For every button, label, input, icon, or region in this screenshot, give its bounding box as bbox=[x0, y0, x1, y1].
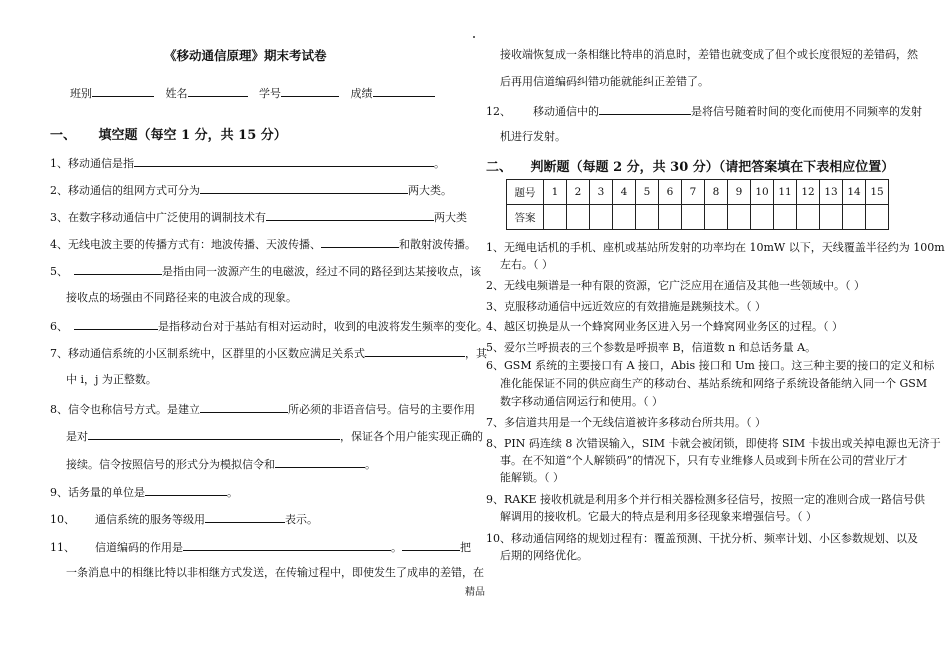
id-field[interactable] bbox=[281, 85, 339, 97]
judge-8-line1: 8、PIN 码连续 8 次错误输入，SIM 卡就会被闭锁，即使将 SIM 卡拔出或关掉电源也无济于 bbox=[486, 437, 941, 450]
section2-heading bbox=[486, 156, 894, 175]
judge-10-line2: 后期的网络优化。 bbox=[500, 549, 588, 562]
q3-number: 3、 bbox=[50, 211, 68, 224]
judge-4: 4、越区切换是从一个蜂窝网业务区进入另一个蜂窝网业务区的过程。（ ） bbox=[486, 320, 843, 333]
answer-cell-12[interactable] bbox=[797, 205, 820, 230]
q8-blank-3[interactable] bbox=[275, 456, 365, 468]
score-field[interactable] bbox=[373, 85, 435, 97]
qnum-1: 1 bbox=[544, 180, 567, 205]
footer-text: 精品 bbox=[465, 587, 485, 598]
q7-number: 7、 bbox=[50, 347, 68, 360]
fill-question-12 bbox=[486, 103, 922, 119]
answer-cell-5[interactable] bbox=[636, 205, 659, 230]
q12-number: 12、 bbox=[486, 105, 511, 118]
q3-end: 两大类 bbox=[434, 211, 467, 224]
judge-6-line1: 6、GSM 系统的主要接口有 A 接口，Abis 接口和 Um 接口。这三种主要的接口的定义和标 bbox=[486, 359, 935, 372]
answer-cell-8[interactable] bbox=[705, 205, 728, 230]
q12-blank[interactable] bbox=[599, 103, 691, 115]
fill-question-7 bbox=[50, 345, 487, 361]
qnum-11: 11 bbox=[774, 180, 797, 205]
q8-text-2: 所必须的非语音信号。信号的主要作用 bbox=[288, 403, 475, 416]
qnum-14: 14 bbox=[843, 180, 866, 205]
q2-blank[interactable] bbox=[200, 182, 408, 194]
q7-blank[interactable] bbox=[365, 345, 465, 357]
fill-question-2 bbox=[50, 182, 452, 198]
qnum-8: 8 bbox=[705, 180, 728, 205]
q1-text: 移动通信是指 bbox=[68, 157, 134, 170]
fill-question-10 bbox=[50, 511, 318, 527]
answer-cell-15[interactable] bbox=[866, 205, 889, 230]
judge-9-line1: 9、RAKE 接收机就是利用多个并行相关器检测多径信号，按照一定的准则合成一路信号供 bbox=[486, 493, 925, 506]
score-label: 成绩 bbox=[350, 87, 373, 100]
class-label: 班别 bbox=[70, 87, 92, 100]
fill-question-12-cont: 机进行发射。 bbox=[500, 130, 566, 143]
q5-blank[interactable] bbox=[74, 263, 162, 275]
q6-text: 是指移动台对于基站有相对运动时，收到的电波将发生频率的变化。 bbox=[158, 320, 488, 333]
name-field[interactable] bbox=[188, 85, 248, 97]
fill-question-6 bbox=[50, 318, 488, 334]
judge-8-line3: 能解锁。（ ） bbox=[500, 471, 564, 484]
fill-question-8 bbox=[50, 401, 475, 417]
answer-label: 答案 bbox=[507, 205, 544, 230]
answer-cell-10[interactable] bbox=[751, 205, 774, 230]
q11-blank-1[interactable] bbox=[183, 539, 391, 551]
answer-table-answer-row bbox=[507, 205, 889, 230]
section2-title: 判断题（每题 2 分，共 30 分）（请把答案填在下表相应位置） bbox=[530, 160, 895, 175]
answer-cell-1[interactable] bbox=[544, 205, 567, 230]
name-label: 姓名 bbox=[165, 87, 188, 100]
id-label: 学号 bbox=[259, 87, 281, 100]
fill-question-11-line3: 接收端恢复成一条相继比特串的消息时，差错也就变成了但个或长度很短的差错码，然 bbox=[500, 48, 918, 61]
q9-blank[interactable] bbox=[145, 484, 227, 496]
q10-end: 表示。 bbox=[285, 513, 318, 526]
judge-10-line1: 10、移动通信网络的规划过程有：覆盖预测、干扰分析、频率计划、小区参数规划、以及 bbox=[486, 532, 918, 545]
q9-end: 。 bbox=[227, 486, 238, 499]
judge-9-line2: 解调用的接收机。它最大的特点是利用多径现象来增强信号。（ ） bbox=[500, 510, 817, 523]
qnum-12: 12 bbox=[797, 180, 820, 205]
q5-text: 是指由同一波源产生的电磁波，经过不同的路径到达某接收点，该 bbox=[162, 265, 481, 278]
answer-cell-14[interactable] bbox=[843, 205, 866, 230]
q10-number: 10、 bbox=[50, 513, 75, 526]
q7-end: ，其 bbox=[465, 347, 487, 360]
q11-text-2: 。 bbox=[391, 541, 402, 554]
q3-text: 在数字移动通信中广泛使用的调制技术有 bbox=[68, 211, 266, 224]
qnum-6: 6 bbox=[659, 180, 682, 205]
section1-title: 填空题（每空 1 分，共 15 分） bbox=[98, 128, 287, 143]
fill-question-5 bbox=[50, 263, 481, 279]
q1-end: 。 bbox=[434, 157, 445, 170]
fill-question-8-line3 bbox=[66, 456, 376, 472]
q11-number: 11、 bbox=[50, 541, 75, 554]
answer-cell-6[interactable] bbox=[659, 205, 682, 230]
q1-number: 1、 bbox=[50, 157, 68, 170]
q4-text: 无线电波主要的传播方式有：地波传播、天波传播、 bbox=[68, 238, 321, 251]
judge-1-line2: 左右。（ ） bbox=[500, 258, 553, 271]
q9-number: 9、 bbox=[50, 486, 68, 499]
q2-end: 两大类。 bbox=[408, 184, 452, 197]
stray-dot bbox=[473, 36, 475, 38]
judge-8-line2: 事。在不知道“个人解锁码”的情况下，只有专业维修人员或到卡所在公司的营业厅才 bbox=[500, 454, 908, 467]
q8-end: 。 bbox=[365, 458, 376, 471]
answer-cell-2[interactable] bbox=[567, 205, 590, 230]
judge-3: 3、克服移动通信中远近效应的有效措施是跳频技术。（ ） bbox=[486, 300, 766, 313]
fill-question-1 bbox=[50, 155, 445, 171]
q2-number: 2、 bbox=[50, 184, 68, 197]
fill-question-8-line2 bbox=[66, 428, 483, 444]
answer-cell-3[interactable] bbox=[590, 205, 613, 230]
section1-heading bbox=[50, 124, 287, 143]
q8-text-4: ，保证各个用户能实现正确的 bbox=[340, 430, 483, 443]
q4-blank[interactable] bbox=[321, 236, 399, 248]
section1-number: 一、 bbox=[50, 128, 77, 143]
fill-question-7-cont: 中 i，j 为正整数。 bbox=[66, 373, 157, 386]
section2-number: 二、 bbox=[486, 160, 513, 175]
fill-question-3 bbox=[50, 209, 467, 225]
q11-blank-2[interactable] bbox=[402, 539, 460, 551]
q1-blank[interactable] bbox=[134, 155, 434, 167]
fill-question-11-line2: 一条消息中的相继比特以非相继方式发送，在传输过程中，即使发生了成串的差错，在 bbox=[66, 566, 484, 579]
q2-text: 移动通信的组网方式可分为 bbox=[68, 184, 200, 197]
q12-text: 移动通信中的 bbox=[533, 105, 599, 118]
qnum-7: 7 bbox=[682, 180, 705, 205]
q5-number: 5、 bbox=[50, 265, 68, 278]
q4-number: 4、 bbox=[50, 238, 68, 251]
q8-text-3: 是对 bbox=[66, 430, 88, 443]
q4-end: 和散射波传播。 bbox=[399, 238, 476, 251]
qnum-4: 4 bbox=[613, 180, 636, 205]
q8-number: 8、 bbox=[50, 403, 68, 416]
answer-table-header-row bbox=[507, 180, 889, 205]
exam-title: 《移动通信原理》期末考试卷 bbox=[164, 48, 327, 63]
answer-table bbox=[506, 179, 889, 230]
judge-5: 5、爱尔兰呼损表的三个参数是呼损率 B，信道数 n 和总话务量 A。 bbox=[486, 341, 817, 354]
student-info-row bbox=[70, 85, 435, 101]
judge-1-line1: 1、无绳电话机的手机、座机或基站所发射的功率均在 10mW 以下，天线覆盖半径约为 100m bbox=[486, 241, 945, 254]
answer-cell-4[interactable] bbox=[613, 205, 636, 230]
q6-blank[interactable] bbox=[74, 318, 158, 330]
qnum-9: 9 bbox=[728, 180, 751, 205]
q3-blank[interactable] bbox=[266, 209, 434, 221]
qnum-2: 2 bbox=[567, 180, 590, 205]
q10-text: 通信系统的服务等级用 bbox=[95, 513, 205, 526]
answer-cell-13[interactable] bbox=[820, 205, 843, 230]
qnum-3: 3 bbox=[590, 180, 613, 205]
answer-cell-7[interactable] bbox=[682, 205, 705, 230]
answer-cell-11[interactable] bbox=[774, 205, 797, 230]
q11-text-3: 把 bbox=[460, 541, 471, 554]
qnum-15: 15 bbox=[866, 180, 889, 205]
qnum-13: 13 bbox=[820, 180, 843, 205]
q11-text: 信道编码的作用是 bbox=[95, 541, 183, 554]
q10-blank[interactable] bbox=[205, 511, 285, 523]
fill-question-11 bbox=[50, 539, 471, 555]
class-field[interactable] bbox=[92, 85, 154, 97]
question-number-label: 题号 bbox=[507, 180, 544, 205]
qnum-10: 10 bbox=[751, 180, 774, 205]
judge-2: 2、无线电频谱是一种有限的资源，它广泛应用在通信及其他一些领域中。（ ） bbox=[486, 279, 865, 292]
q8-text-5: 接续。信令按照信号的形式分为模拟信令和 bbox=[66, 458, 275, 471]
q8-blank-1[interactable] bbox=[200, 401, 288, 413]
judge-7: 7、多信道共用是一个无线信道被许多移动台所共用。（ ） bbox=[486, 416, 766, 429]
qnum-5: 5 bbox=[636, 180, 659, 205]
judge-6-line3: 数字移动通信网运行和使用。（ ） bbox=[500, 395, 663, 408]
fill-question-9 bbox=[50, 484, 238, 500]
judge-6-line2: 准化能保证不同的供应商生产的移动台、基站系统和网络子系统设备能纳入同一个 GSM bbox=[500, 377, 928, 390]
q12-text-2: 是将信号随着时间的变化而使用不同频率的发射 bbox=[691, 105, 922, 118]
fill-question-5-cont: 接收点的场强由不同路径来的电波合成的现象。 bbox=[66, 291, 297, 304]
answer-cell-9[interactable] bbox=[728, 205, 751, 230]
q6-number: 6、 bbox=[50, 320, 68, 333]
q9-text: 话务量的单位是 bbox=[68, 486, 145, 499]
q7-text: 移动通信系统的小区制系统中，区群里的小区数应满足关系式 bbox=[68, 347, 365, 360]
fill-question-4 bbox=[50, 236, 476, 252]
q8-text: 信令也称信号方式。是建立 bbox=[68, 403, 200, 416]
q8-blank-2[interactable] bbox=[88, 428, 340, 440]
fill-question-11-line4: 后再用信道编码纠错功能就能纠正差错了。 bbox=[500, 75, 709, 88]
